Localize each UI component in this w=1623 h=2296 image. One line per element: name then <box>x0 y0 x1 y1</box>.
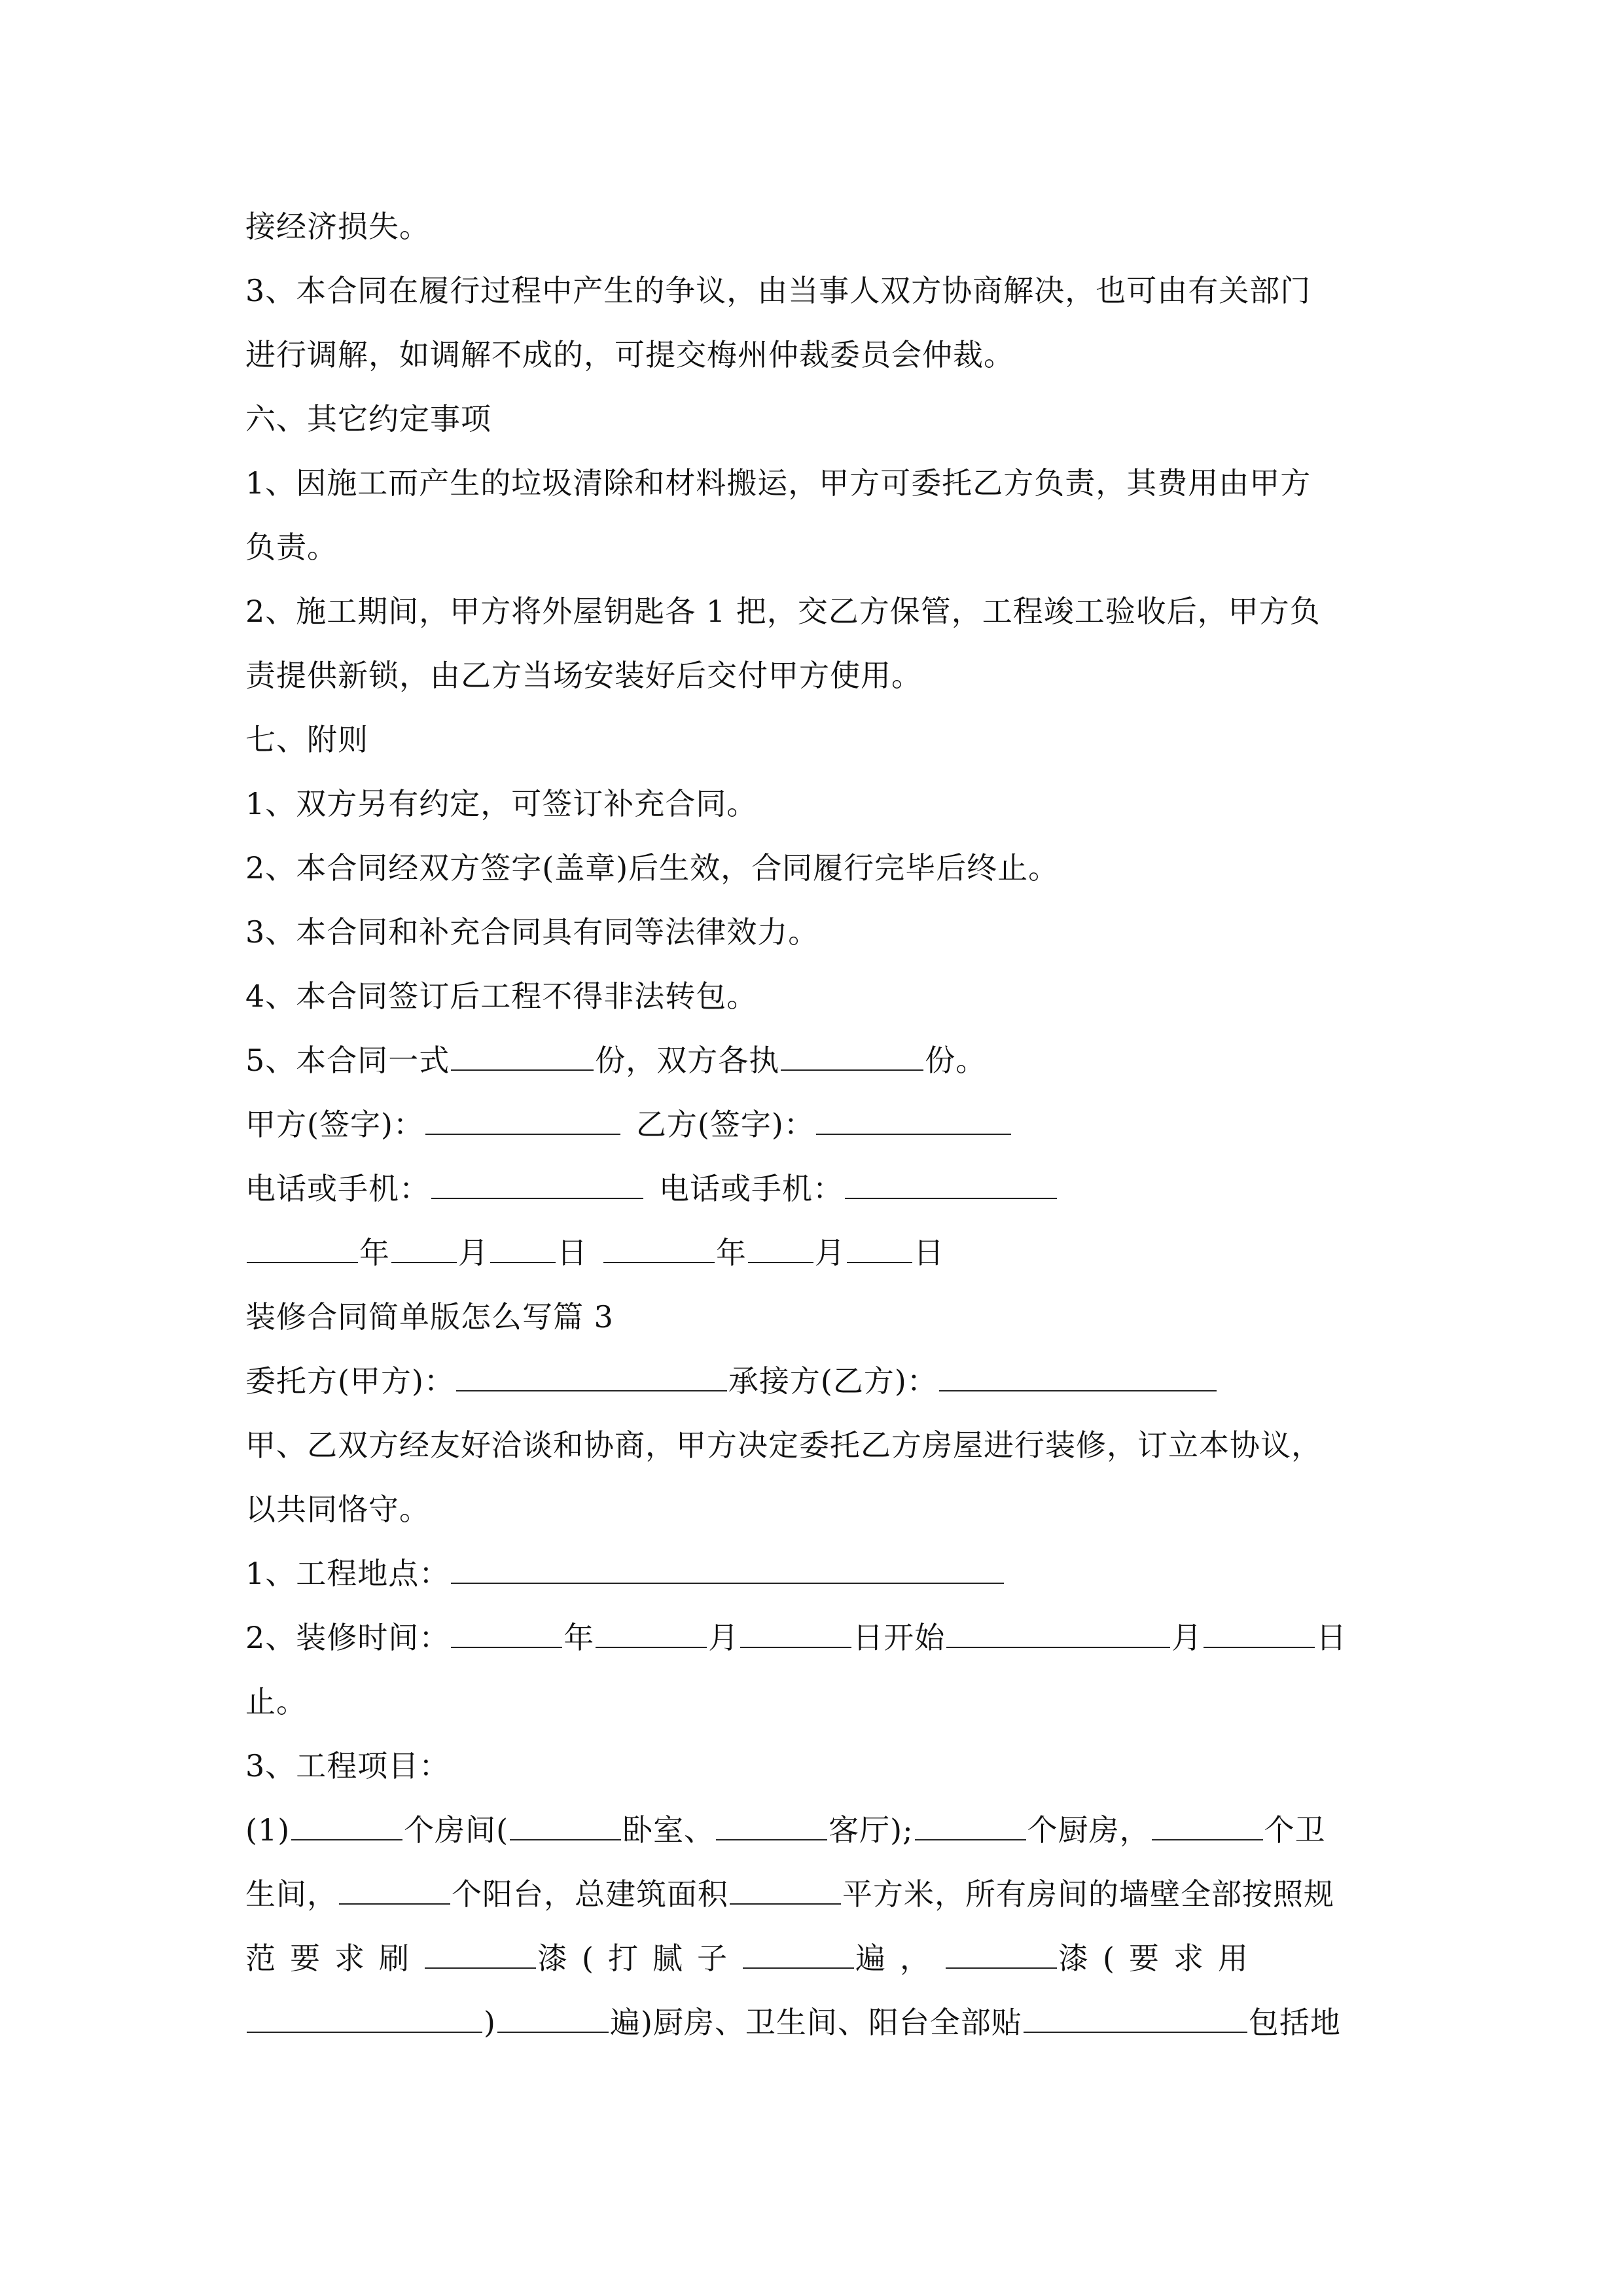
bedroom-blank[interactable] <box>510 1810 621 1840</box>
schedule-line <box>245 1618 1347 1657</box>
bathroom-blank[interactable] <box>1152 1810 1263 1840</box>
bedroom-label: 卧室、 <box>622 1812 715 1848</box>
client-label: 委托方(甲方)： <box>245 1363 455 1399</box>
date-b-day-blank[interactable] <box>847 1233 912 1263</box>
putty-label: 漆(打腻子 <box>537 1941 741 1976</box>
tile-blank[interactable] <box>1024 2003 1247 2033</box>
text-line: 1、双方另有约定，可签订补充合同。 <box>245 786 758 821</box>
year-label: 年 <box>716 1235 747 1270</box>
living-room-blank[interactable] <box>716 1810 827 1840</box>
end-date-blank[interactable] <box>946 1618 1170 1648</box>
text-line: 甲、乙双方经友好洽谈和协商，甲方决定委托乙方房屋进行装修，订立本协议， <box>245 1427 1322 1463</box>
day-label: 日 <box>914 1235 944 1270</box>
end-day-blank[interactable] <box>1204 1618 1315 1648</box>
area-blank[interactable] <box>730 1874 841 1905</box>
paint-label: 范要求刷 <box>245 1941 423 1976</box>
start-year-blank[interactable] <box>451 1618 562 1648</box>
year-label: 年 <box>563 1620 595 1655</box>
text-line: 2、本合同经双方签字(盖章)后生效，合同履行完毕后终止。 <box>245 850 1060 886</box>
copies-each-label: 份，双方各执 <box>595 1043 780 1078</box>
date-b-year-blank[interactable] <box>603 1233 715 1263</box>
party-a-sign-blank[interactable] <box>425 1105 620 1135</box>
copies-label: 5、本合同一式 <box>245 1043 450 1078</box>
party-b-sign-label: 乙方(签字)： <box>635 1107 815 1142</box>
coats-blank[interactable] <box>497 2003 609 2033</box>
including-text: 包括地 <box>1248 2005 1341 2040</box>
kitchen-blank[interactable] <box>915 1810 1026 1840</box>
start-day-blank[interactable] <box>740 1618 851 1648</box>
putty-blank[interactable] <box>743 1939 854 1969</box>
bathroom-label-cont: 生间， <box>245 1876 338 1912</box>
month-label: 月 <box>708 1620 740 1655</box>
text-line: 负责。 <box>245 529 338 565</box>
party-b-sign-blank[interactable] <box>816 1105 1011 1135</box>
parties-line <box>245 1361 1218 1401</box>
section-heading: 七、附则 <box>245 722 368 757</box>
location-blank[interactable] <box>451 1554 1004 1584</box>
date-a-year-blank[interactable] <box>247 1233 358 1263</box>
times-label: 遍， <box>855 1941 944 1976</box>
copies-total-blank[interactable] <box>451 1041 594 1071</box>
project-line-2 <box>245 1874 1334 1914</box>
section-heading: 六、其它约定事项 <box>245 401 491 437</box>
party-b-phone-blank[interactable] <box>845 1169 1057 1199</box>
walls-text: 平方米，所有房间的墙壁全部按照规 <box>842 1876 1334 1912</box>
text-line: 责提供新锁，由乙方当场安装好后交付甲方使用。 <box>245 658 922 693</box>
paren-close: ) <box>484 2005 496 2040</box>
article-title: 装修合同简单版怎么写篇 3 <box>245 1299 614 1335</box>
text-line: 接经济损失。 <box>245 209 430 244</box>
copies-line <box>245 1041 986 1080</box>
copies-each-blank[interactable] <box>781 1041 923 1071</box>
paint-blank[interactable] <box>425 1939 536 1969</box>
text-line: 1、因施工而产生的垃圾清除和材料搬运，甲方可委托乙方负责，其费用由甲方 <box>245 465 1311 501</box>
tiling-text: 遍)厨房、卫生间、阳台全部贴 <box>609 2005 1022 2040</box>
text-line: 3、本合同在履行过程中产生的争议，由当事人双方协商解决，也可由有关部门 <box>245 273 1311 308</box>
contractor-label: 承接方(乙方)： <box>728 1363 938 1399</box>
party-a-sign-label: 甲方(签字)： <box>245 1107 424 1142</box>
paint-requirement-label: 漆(要求用 <box>1058 1941 1262 1976</box>
text-line: 3、本合同和补充合同具有同等法律效力。 <box>245 914 819 950</box>
month-label: 月 <box>815 1235 846 1270</box>
paint-type-blank[interactable] <box>946 1939 1057 1969</box>
rooms-blank[interactable] <box>291 1810 402 1840</box>
location-label: 1、工程地点： <box>245 1556 450 1591</box>
text-line: 4、本合同签订后工程不得非法转包。 <box>245 978 758 1014</box>
location-line <box>245 1554 1005 1593</box>
date-line <box>245 1233 944 1272</box>
balcony-blank[interactable] <box>339 1874 450 1905</box>
copies-end: 份。 <box>925 1043 987 1078</box>
area-label: 个阳台，总建筑面积 <box>452 1876 728 1912</box>
date-a-month-blank[interactable] <box>391 1233 457 1263</box>
day-label: 日 <box>557 1235 588 1270</box>
paint-brand-blank[interactable] <box>247 2003 482 2033</box>
project-line-3 <box>245 1939 1262 1978</box>
month-label: 月 <box>458 1235 489 1270</box>
month-label: 月 <box>1171 1620 1203 1655</box>
rooms-label: 个房间( <box>404 1812 509 1848</box>
kitchen-label: 个厨房， <box>1027 1812 1150 1848</box>
year-label: 年 <box>359 1235 390 1270</box>
party-a-phone-label: 电话或手机： <box>245 1171 430 1206</box>
bathroom-label: 个卫 <box>1264 1812 1326 1848</box>
client-blank[interactable] <box>456 1361 727 1391</box>
signature-line <box>245 1105 1012 1144</box>
text-line: 2、施工期间，甲方将外屋钥匙各 1 把，交乙方保管，工程竣工验收后，甲方负 <box>245 594 1321 629</box>
section-heading: 3、工程项目： <box>245 1748 450 1784</box>
project-line-1 <box>245 1810 1326 1850</box>
living-room-label: 客厅); <box>829 1812 914 1848</box>
schedule-label: 2、装修时间： <box>245 1620 450 1655</box>
party-b-phone-label: 电话或手机： <box>659 1171 844 1206</box>
date-a-day-blank[interactable] <box>490 1233 556 1263</box>
party-a-phone-blank[interactable] <box>431 1169 643 1199</box>
start-label: 日开始 <box>853 1620 946 1655</box>
text-line: 止。 <box>245 1684 307 1719</box>
contractor-blank[interactable] <box>939 1361 1217 1391</box>
item-number: (1) <box>245 1812 291 1848</box>
day-label: 日 <box>1316 1620 1347 1655</box>
date-b-month-blank[interactable] <box>748 1233 813 1263</box>
start-month-blank[interactable] <box>596 1618 707 1648</box>
text-line: 进行调解，如调解不成的，可提交梅州仲裁委员会仲裁。 <box>245 337 1014 372</box>
project-line-4 <box>245 2003 1341 2042</box>
text-line: 以共同恪守。 <box>245 1492 430 1527</box>
phone-line <box>245 1169 1058 1208</box>
